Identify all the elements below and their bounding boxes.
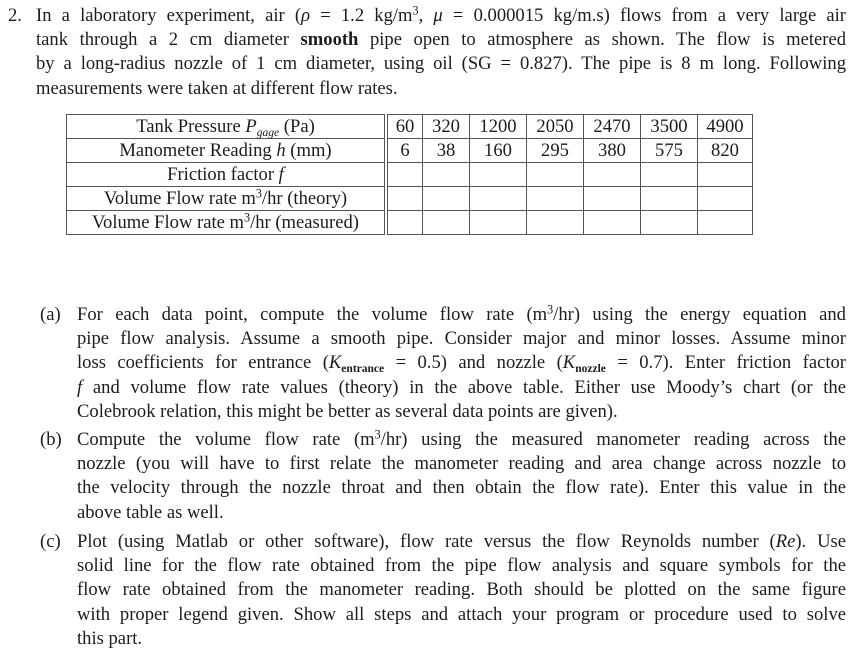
table-cell: 4900 [698, 115, 753, 139]
table-row-manometer-reading [67, 139, 753, 163]
intro-line-4: measurements were taken at different flow rates. [36, 77, 398, 99]
table-cell-empty [641, 163, 698, 187]
table-cell-empty [641, 187, 698, 211]
table-row-friction-factor [67, 163, 753, 187]
table-cell-empty [527, 187, 584, 211]
part-a [40, 303, 846, 425]
table-cell: 38 [423, 139, 470, 163]
intro-line-1: In a laboratory experiment, air (ρ = 1.2 $kg/m^3$, μ = 0.000015 kg/m.s) flows from a very large air [36, 3, 847, 26]
part-b-line-3: the velocity through the nozzle throat and then obtain the flow rate). Enter this value in the [77, 477, 846, 499]
table-cell-empty [698, 211, 753, 235]
table-cell: 320 [423, 115, 470, 139]
table-cell-empty [470, 163, 527, 187]
table-cell-empty [698, 163, 753, 187]
table-cell: 380 [584, 139, 641, 163]
row-label: Volume Flow rate $m^3/hr$ (theory) [67, 187, 387, 211]
table-cell-empty [641, 211, 698, 235]
table-cell-empty [386, 211, 423, 235]
table-cell: 6 [386, 139, 423, 163]
table-cell: 820 [698, 139, 753, 163]
table-cell-empty [527, 211, 584, 235]
smooth-emphasis: smooth [300, 29, 359, 51]
problem-intro-text [36, 4, 846, 101]
table-cell-empty [423, 187, 470, 211]
part-a-line-4: f and volume flow rate values (theory) in the above table. Either use Moody’s chart (or the [77, 376, 846, 398]
part-a-line-2: pipe flow analysis. Assume a smooth pipe. Consider major and minor losses. Assume minor [77, 328, 846, 350]
intro-line-2: tank through a 2 cm diameter smooth pipe open to atmosphere as shown. The flow is metered [36, 29, 846, 51]
measurement-table [66, 114, 753, 235]
part-b-line-2: nozzle (you will have to first relate the manometer reading and area change across nozzle to [77, 453, 846, 475]
row-label: Tank Pressure $P_{gage}$ (Pa) [67, 115, 387, 139]
problem-intro [8, 4, 846, 100]
table-cell: 60 [386, 115, 423, 139]
table-cell-empty [423, 211, 470, 235]
part-c-line-1: Plot (using Matlab or other software), flow rate versus the flow Reynolds number (Re). Use [77, 531, 847, 552]
table-row-tank-pressure [67, 115, 753, 139]
mu-symbol: μ [433, 5, 443, 26]
part-c-line-3: flow rate obtained from the manometer reading. Both should be plotted on the same figure [77, 579, 846, 601]
table-cell-empty [470, 211, 527, 235]
table-cell: 160 [470, 139, 527, 163]
table-cell-empty [584, 211, 641, 235]
row-label: Manometer Reading h (mm) [67, 139, 387, 163]
table-cell-empty [584, 187, 641, 211]
table-cell-empty [423, 163, 470, 187]
table-cell: 295 [527, 139, 584, 163]
part-c-label: (c) [40, 531, 61, 552]
problem-number: 2. [8, 5, 22, 26]
table-cell: 3500 [641, 115, 698, 139]
table-cell-empty [386, 163, 423, 187]
part-b-text [77, 428, 846, 525]
part-b-label: (b) [40, 429, 62, 450]
part-c-line-5: this part. [77, 627, 143, 649]
table-cell-empty [470, 187, 527, 211]
part-b [40, 428, 846, 526]
part-b-line-1: Compute the volume flow rate $(m^3/hr)$ using the measured manometer reading across the [77, 427, 846, 450]
part-a-label: (a) [40, 304, 61, 325]
table-row-flow-theory [67, 187, 753, 211]
part-a-text [77, 303, 846, 424]
row-label: Friction factor f [67, 163, 387, 187]
part-a-line-5: Colebrook relation, this might be better as several data points are given). [77, 400, 618, 422]
part-c-line-4: with proper legend given. Show all steps and attach your program or procedure used to solve [77, 603, 846, 625]
table-row-flow-measured [67, 211, 753, 235]
table-cell: 575 [641, 139, 698, 163]
rho-symbol: ρ [301, 5, 311, 26]
table-cell-empty [698, 187, 753, 211]
part-b-line-4: above table as well. [77, 501, 224, 523]
part-c-text [77, 530, 846, 651]
table-cell-empty [386, 187, 423, 211]
row-label: Volume Flow rate $m^3/hr$ (measured) [67, 211, 387, 235]
table-cell: 2470 [584, 115, 641, 139]
table-cell-empty [527, 163, 584, 187]
table-cell: 2050 [527, 115, 584, 139]
intro-line-3: by a long-radius nozzle of 1 cm diameter, using oil (SG = 0.827). The pipe is 8 m long. Following [36, 53, 846, 75]
table-cell: 1200 [470, 115, 527, 139]
part-c-line-2: solid line for the flow rate obtained from the pipe flow analysis and square symbols for the [77, 555, 846, 577]
part-a-line-1: For each data point, compute the volume flow rate $(m^3/hr)$ using the energy equation and [77, 302, 846, 325]
part-a-line-3: loss coefficients for entrance $(K_{entrance} = 0.5)$ and nozzle $(K_{nozzle} = 0.7)$. Enter friction factor [77, 352, 846, 376]
table-cell-empty [584, 163, 641, 187]
part-c [40, 530, 846, 652]
